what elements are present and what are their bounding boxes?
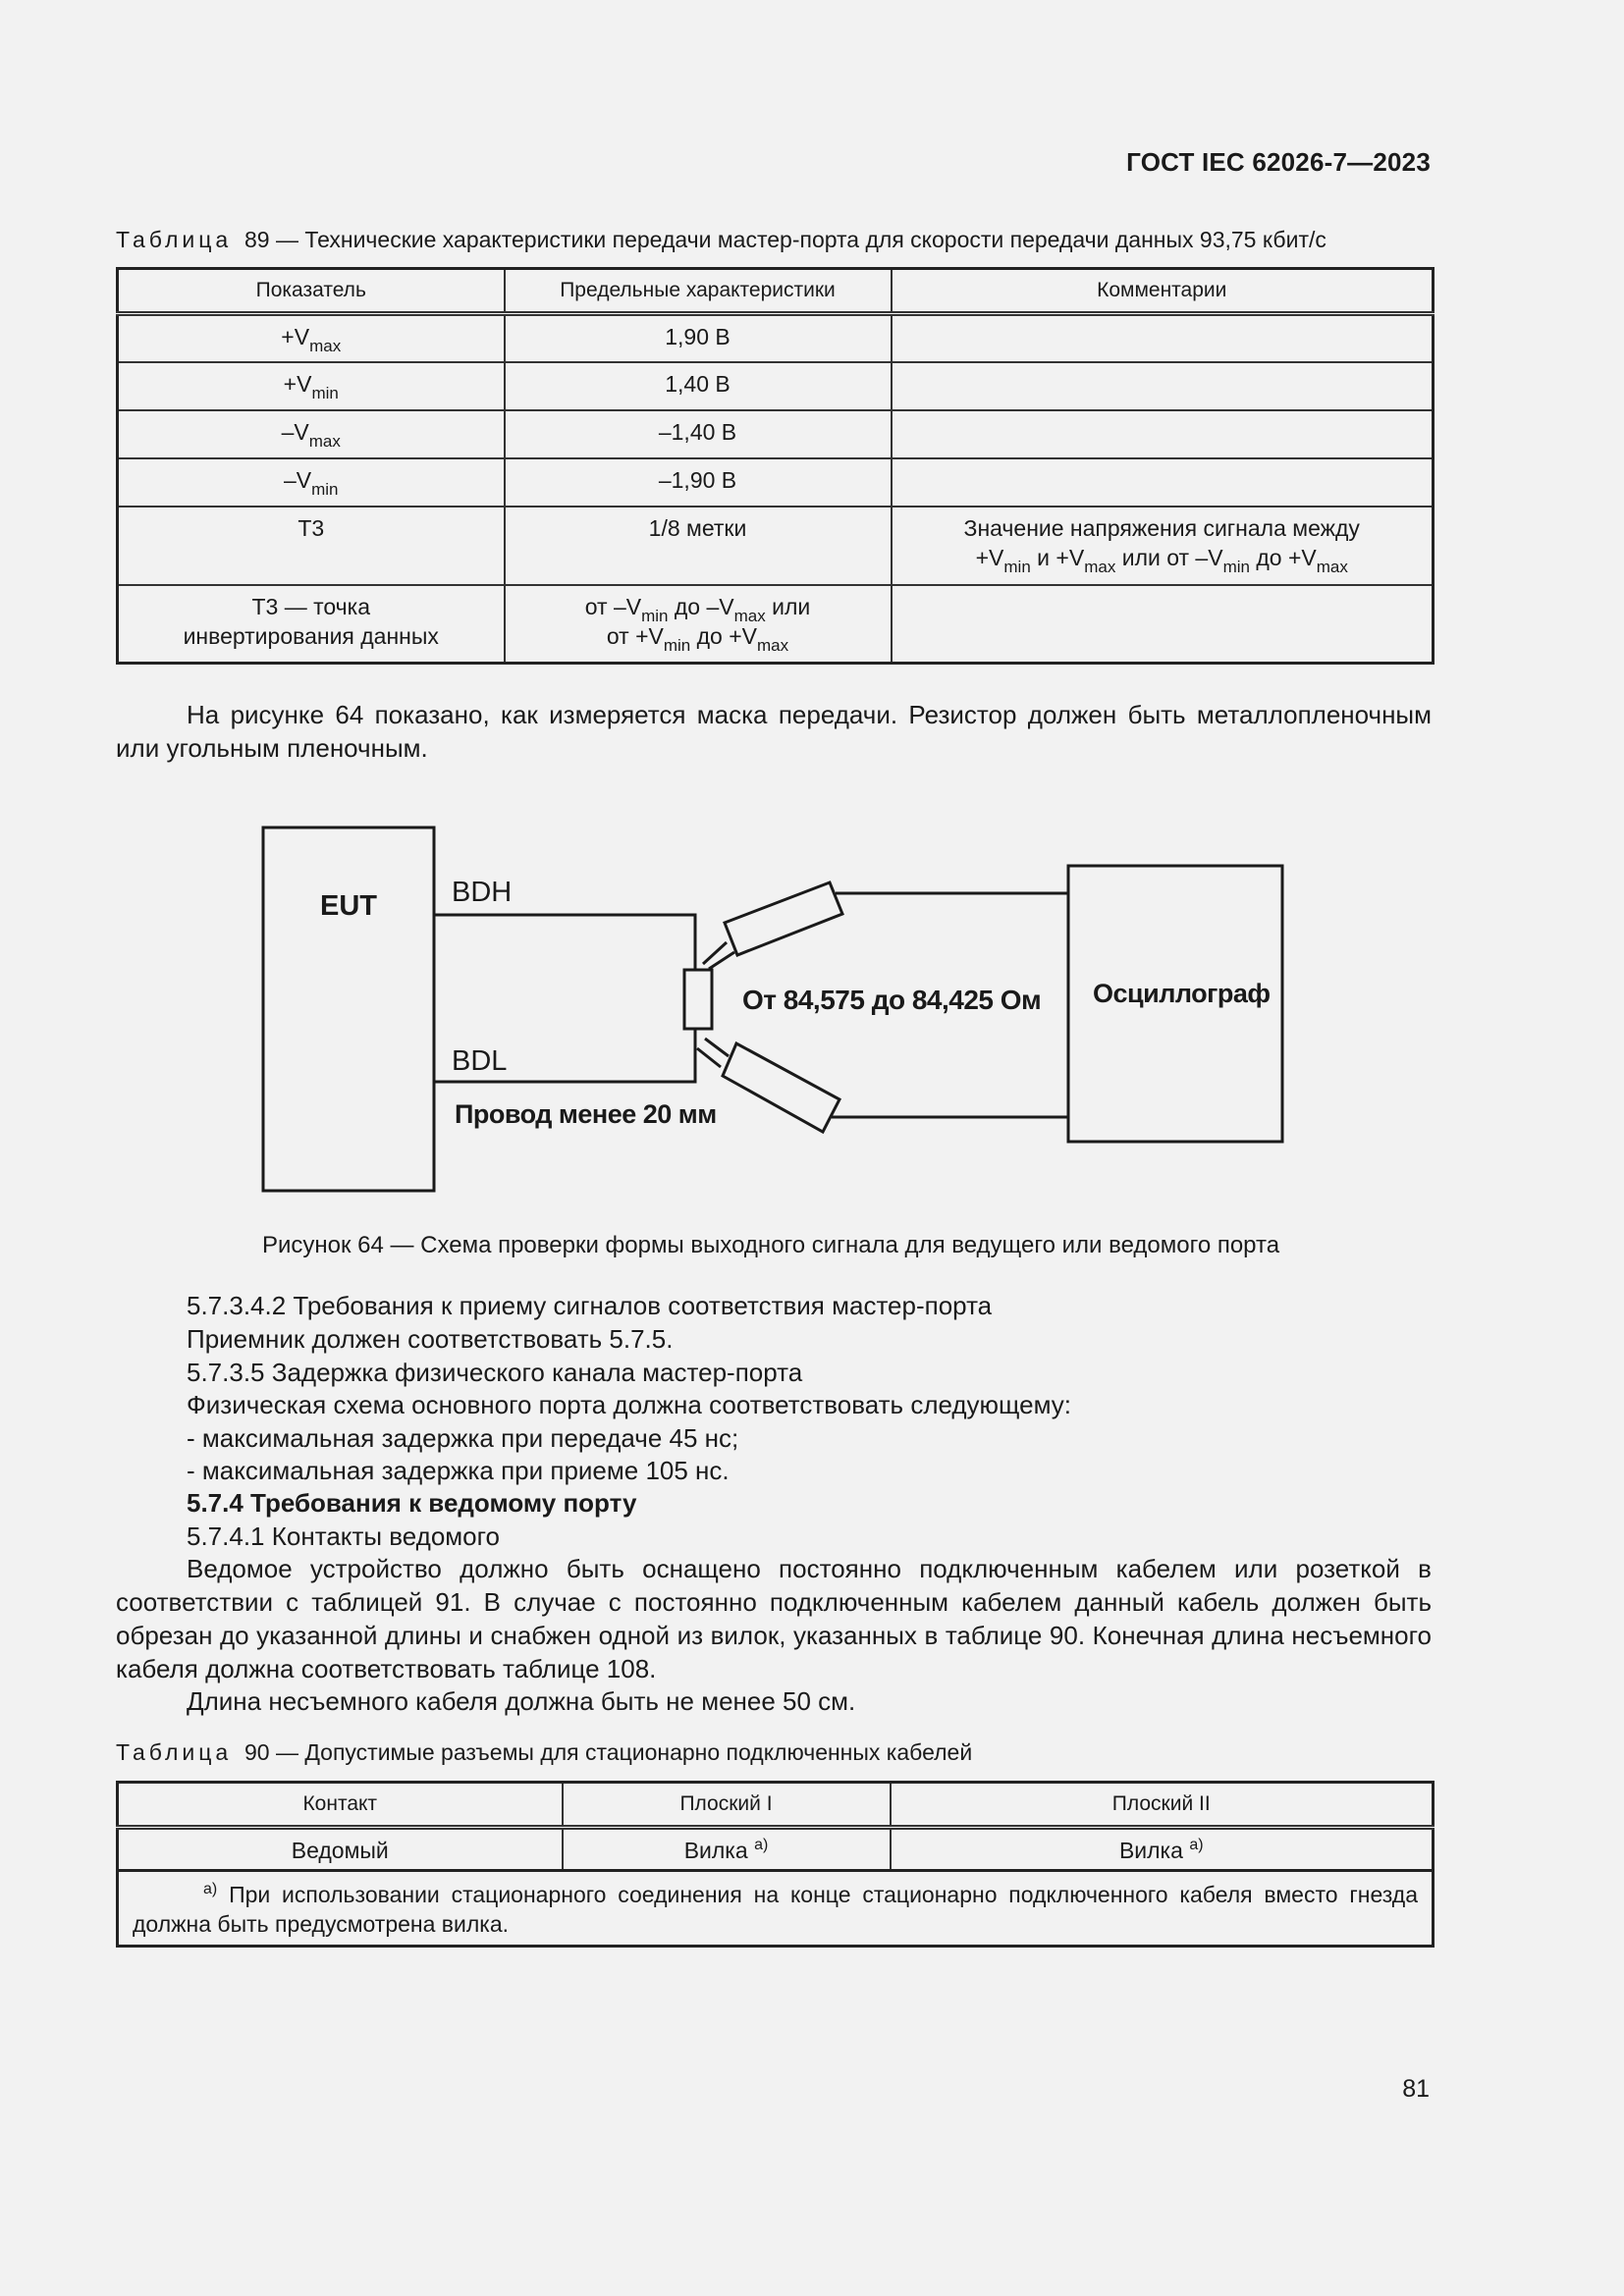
column-header: Показатель [118, 269, 505, 314]
phys-scheme-text: Физическая схема основного порта должна соответствовать следующему: [187, 1390, 1072, 1419]
wire-length-label: Провод менее 20 мм [455, 1099, 717, 1129]
value-cell: 1,40 В [505, 362, 892, 410]
table-label: Таблица [116, 227, 233, 252]
section-5-7-3-4-2: 5.7.3.4.2 Требования к приему сигналов соответствия мастер-порта [187, 1291, 993, 1320]
section-5-7-3-5: 5.7.3.5 Задержка физического канала мастер-порта [187, 1358, 803, 1387]
eut-box [263, 828, 434, 1191]
value-cell: 1/8 метки [505, 507, 892, 585]
oscilloscope-label: Осциллограф [1093, 979, 1271, 1008]
lower-probe-tip [705, 1039, 729, 1056]
page-number: 81 [1402, 2075, 1430, 2103]
bdh-wire [434, 915, 695, 970]
flat-1-cell: Вилка $^{а)}$ [563, 1828, 891, 1871]
table-caption-text: 90 — Допустимые разъемы для стационарно подключенных кабелей [244, 1739, 973, 1765]
table-footnote-row [118, 1871, 1434, 1947]
bullet-transmit-delay: - максимальная задержка при передаче 45 нс; [187, 1423, 739, 1453]
column-header: Контакт [118, 1783, 563, 1828]
param-cell: $-V_{max}$ [118, 410, 505, 458]
standard-header: ГОСТ IEC 62026-7—2023 [1126, 147, 1431, 177]
table-footnote: $^{а)}$ При использовании стационарного соединения на конце стационарно подключенного кабеля вместо гнезда должна быть предусмотрена вилка. [118, 1871, 1434, 1947]
receiver-text: Приемник должен соответствовать 5.7.5. [187, 1324, 674, 1354]
resistor [684, 970, 712, 1029]
param-cell: $-V_{min}$ [118, 458, 505, 507]
value-cell: 1,90 В [505, 314, 892, 362]
figure-64-caption: Рисунок 64 — Схема проверки формы выходного сигнала для ведущего или ведомого порта [261, 1232, 1280, 1258]
bullet-receive-delay: - максимальная задержка при приеме 105 нс. [187, 1456, 730, 1485]
param-cell: $+V_{max}$ [118, 314, 505, 362]
table-90-caption [116, 1739, 972, 1766]
value-cell: –1,90 В [505, 458, 892, 507]
paragraph-figure-intro: На рисунке 64 показано, как измеряется маска передачи. Резистор должен быть металлопленочным или угольным пленочным. [116, 700, 1432, 763]
table-label: Таблица [116, 1739, 233, 1765]
section-5-7-4-1: 5.7.4.1 Контакты ведомого [187, 1522, 501, 1551]
section-5-7-4-heading: 5.7.4 Требования к ведомому порту [187, 1488, 637, 1518]
param-cell: Т3 [118, 507, 505, 585]
slave-device-paragraph: Ведомое устройство должно быть оснащено постоянно подключенным кабелем или розеткой в соответствии с таблицей 91. В случае с постоянно подключенным кабелем данный кабель должен быть обрезан до указанной длины и снабжен одной из вилок, указанных в таблице 90. Конечная длина несъемного кабеля должна соответствовать таблице 108. [116, 1554, 1432, 1683]
bdh-label: BDH [452, 877, 513, 908]
column-header: Предельные характеристики [505, 269, 892, 314]
column-header: Плоский I [563, 1783, 891, 1828]
table-header-row [118, 1783, 1434, 1828]
comment-cell: Значение напряжения сигнала между $+V_{min}$ $и +V_{max}$ или от $-V_{min}$ до $+V_{max}$ [892, 507, 1434, 585]
cable-length-text: Длина несъемного кабеля должна быть не менее 50 см. [187, 1686, 856, 1716]
value-cell: –1,40 В [505, 410, 892, 458]
param-cell: Т3 — точка инвертирования данных [118, 585, 505, 664]
column-header: Плоский II [891, 1783, 1434, 1828]
flat-2-cell: Вилка $^{а)}$ [891, 1828, 1434, 1871]
upper-probe [725, 882, 842, 955]
eut-label: EUT [320, 890, 377, 922]
param-cell: $+V_{min}$ [118, 362, 505, 410]
bdl-label: BDL [452, 1045, 508, 1077]
table-90 [116, 1781, 1435, 1948]
value-cell: от $-V_{min}$ до $-V_{max}$ или от $+V_{min}$ до $+V_{max}$ [505, 585, 892, 664]
table-caption-text: 89 — Технические характеристики передачи мастер-порта для скорости передачи данных 93,75 кбит/с [244, 227, 1326, 252]
resistor-value-label: От 84,575 до 84,425 Ом [742, 985, 1042, 1015]
contact-cell: Ведомый [118, 1828, 563, 1871]
lower-probe [723, 1043, 839, 1132]
column-header: Комментарии [892, 269, 1434, 314]
table-row [118, 1828, 1434, 1871]
